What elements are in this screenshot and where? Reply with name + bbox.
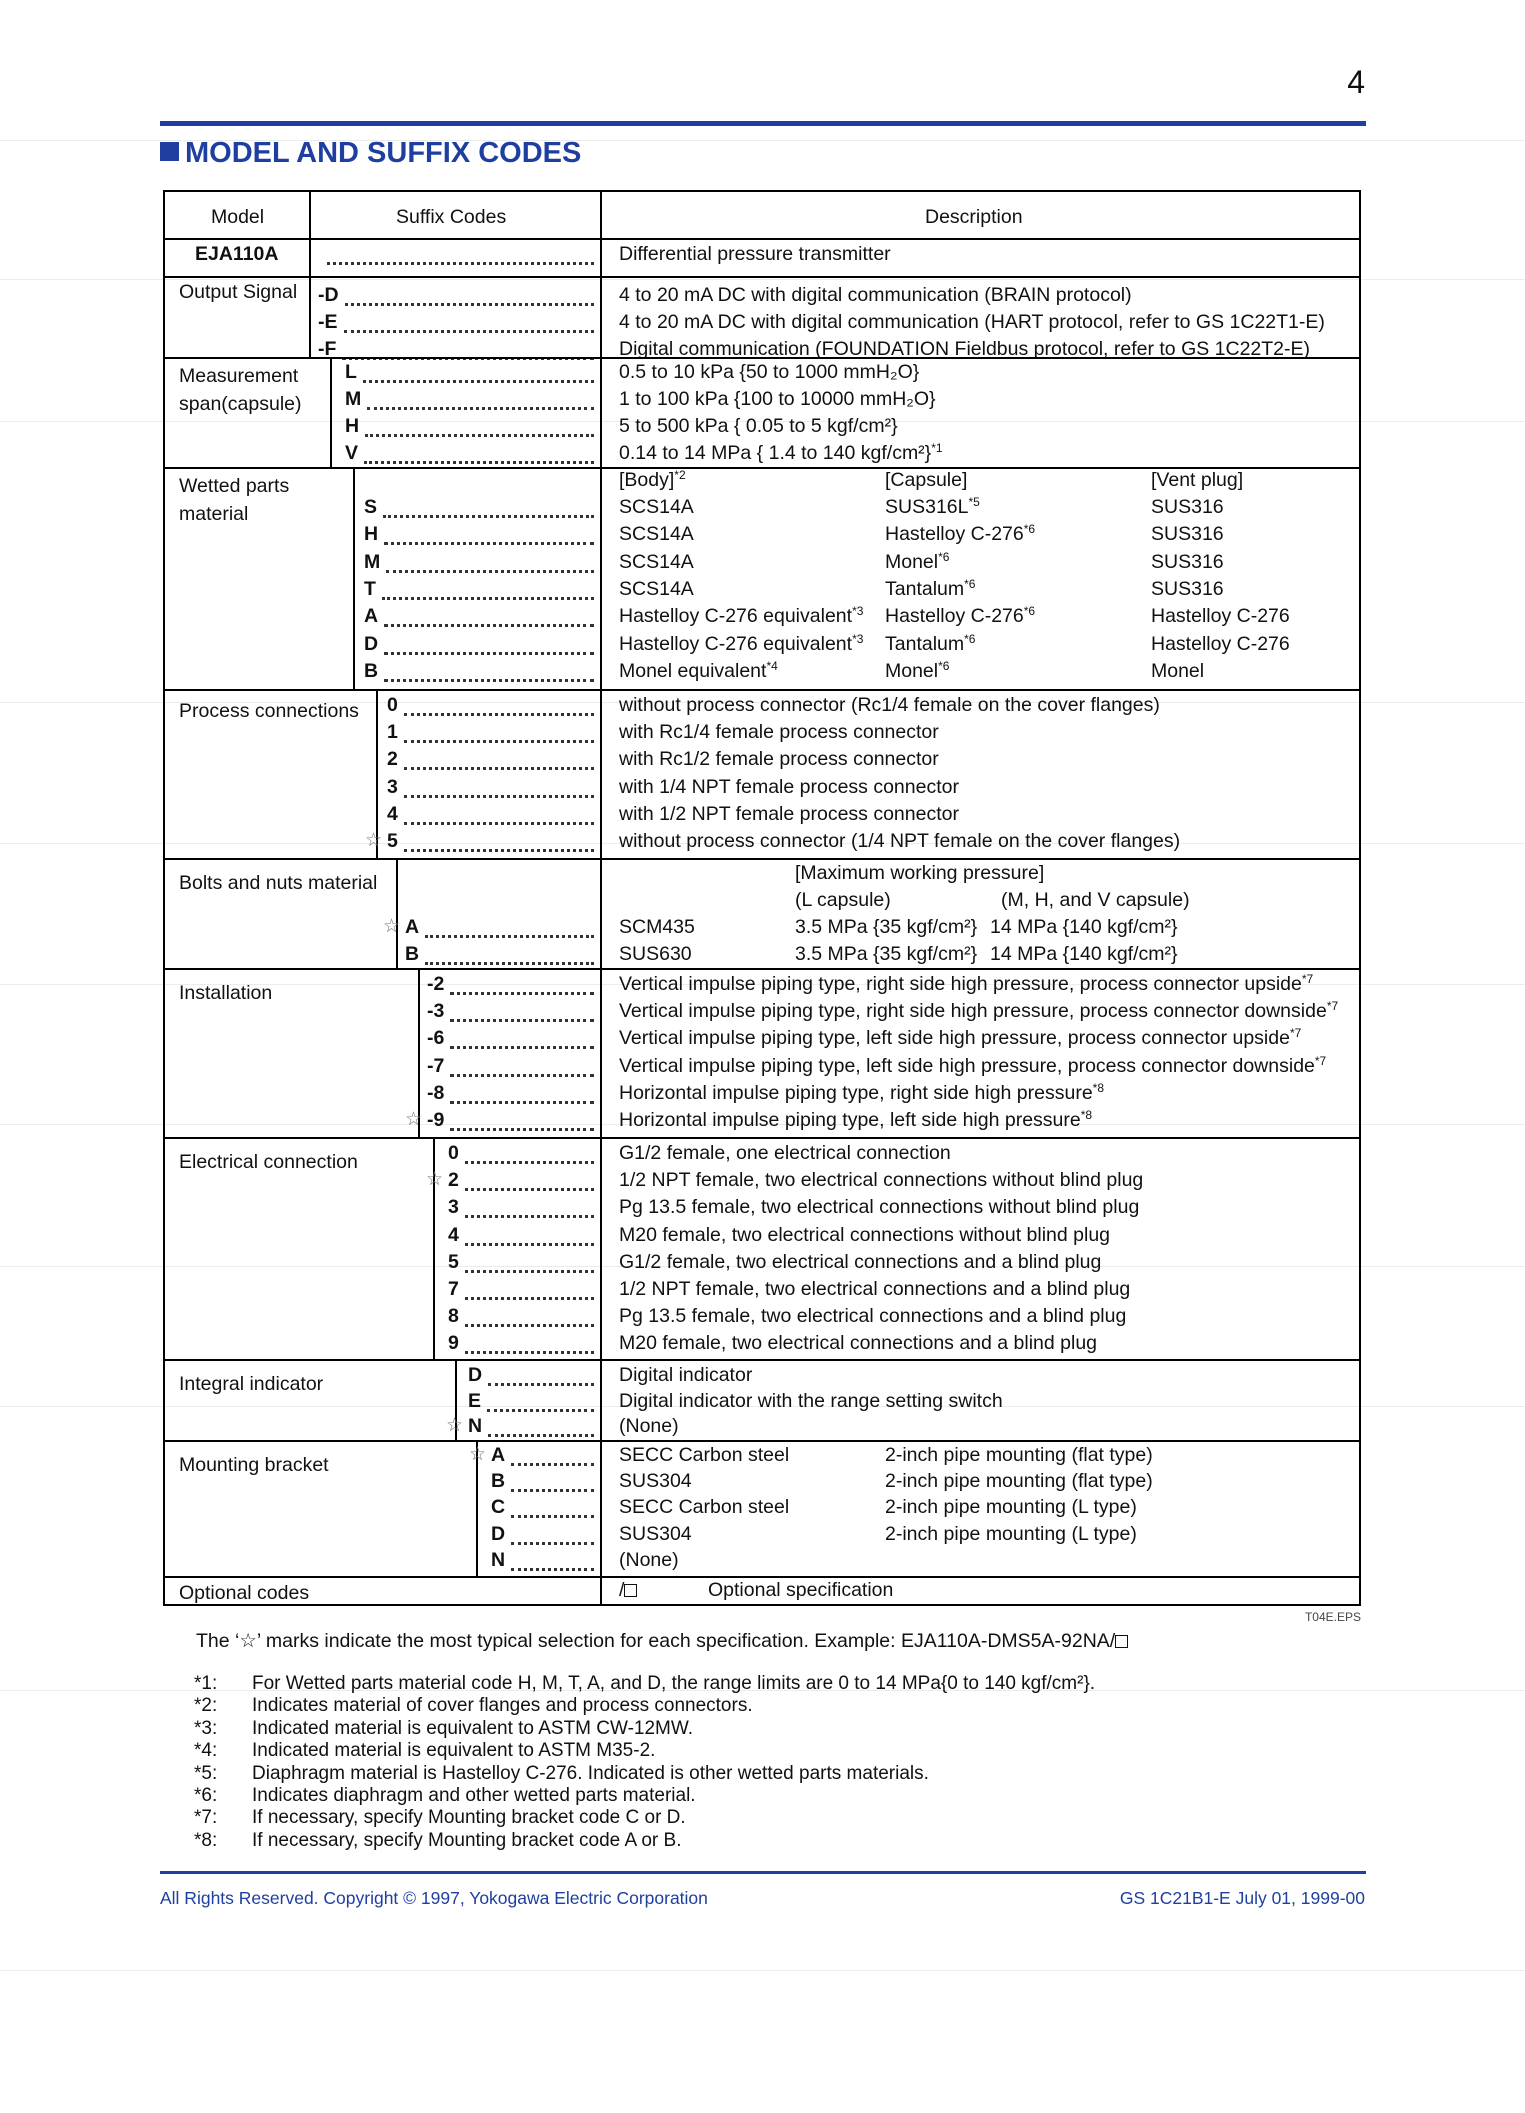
wetted-body-text: SCS14A bbox=[619, 523, 694, 546]
header-model: Model bbox=[211, 206, 265, 228]
wetted-code: T bbox=[364, 577, 376, 600]
model-code: EJA110A bbox=[195, 243, 279, 265]
bolts-code: A bbox=[405, 916, 420, 938]
electrical-code: 7 bbox=[448, 1278, 459, 1300]
optional-desc: Optional specification bbox=[708, 1579, 894, 1601]
dot-leader bbox=[450, 1027, 594, 1049]
installation-desc bbox=[619, 1027, 1301, 1049]
bracket-type: 2-inch pipe mounting (flat type) bbox=[885, 1470, 1153, 1493]
footnote-text: If necessary, specify Mounting bracket code C or D. bbox=[252, 1807, 686, 1829]
electrical-label: Electrical connection bbox=[179, 1151, 358, 1173]
dot-leader bbox=[465, 1332, 594, 1354]
wetted-body-text: SCS14A bbox=[619, 496, 694, 518]
process-code: 2 bbox=[387, 748, 398, 771]
dot-leader bbox=[364, 442, 594, 464]
wetted-label: Wetted parts bbox=[179, 475, 290, 497]
wetted-code: H bbox=[364, 523, 379, 546]
indicator-code: N bbox=[468, 1415, 483, 1437]
installation-code: -6 bbox=[427, 1027, 445, 1050]
dot-leader bbox=[386, 551, 594, 573]
column-divider bbox=[309, 276, 311, 357]
wetted-capsule-text: Hastelloy C-276 bbox=[885, 523, 1024, 546]
electrical-code: 0 bbox=[448, 1142, 459, 1164]
electrical-code: 2 bbox=[448, 1169, 459, 1192]
electrical-code: 8 bbox=[448, 1305, 459, 1328]
footnote-key: *1: bbox=[194, 1673, 218, 1694]
output-desc: Digital communication (FOUNDATION Fieldbus protocol, refer to GS 1C22T2-E) bbox=[619, 338, 1311, 360]
column-divider bbox=[396, 858, 398, 968]
footnote-key: *2: bbox=[194, 1695, 218, 1717]
model-suffix-table bbox=[163, 190, 1361, 1606]
installation-desc bbox=[619, 973, 1313, 995]
installation-code: -9 bbox=[427, 1109, 445, 1131]
dot-leader bbox=[465, 1196, 594, 1218]
wetted-code: D bbox=[364, 632, 379, 655]
span-code: V bbox=[345, 442, 359, 464]
dot-leader bbox=[511, 1496, 594, 1518]
wetted-code: M bbox=[364, 550, 381, 573]
footnote-key: *8: bbox=[194, 1829, 218, 1851]
copyright: All Rights Reserved. Copyright © 1997, Yokogawa Electric Corporation bbox=[160, 1888, 708, 1908]
column-divider bbox=[353, 467, 355, 689]
footnote-ref: *4 bbox=[766, 658, 778, 673]
wetted-capsule bbox=[885, 633, 975, 655]
dot-leader bbox=[450, 1109, 594, 1131]
dot-leader bbox=[465, 1224, 594, 1246]
indicator-desc: Digital indicator bbox=[619, 1364, 753, 1386]
dot-leader bbox=[511, 1523, 594, 1545]
row-divider bbox=[165, 1359, 1359, 1361]
wetted-vent: SUS316 bbox=[1151, 523, 1224, 546]
dot-leader bbox=[384, 523, 594, 545]
wetted-capsule-text: Tantalum bbox=[885, 577, 965, 600]
page-number: 4 bbox=[1347, 64, 1365, 100]
footnote-ref: *8 bbox=[1092, 1080, 1105, 1095]
optional-label: Optional codes bbox=[179, 1582, 310, 1604]
installation-desc bbox=[619, 1000, 1338, 1022]
span-desc: 1 to 100 kPa {100 to 10000 mmH₂O} bbox=[619, 388, 936, 410]
bolts-material: SUS630 bbox=[619, 943, 692, 965]
section-title-text: MODEL AND SUFFIX CODES bbox=[185, 137, 582, 169]
dot-leader bbox=[465, 1142, 594, 1164]
process-desc: with 1/4 NPT female process connector bbox=[619, 775, 959, 798]
bracket-material: SUS304 bbox=[619, 1522, 692, 1545]
bracket-type: 2-inch pipe mounting (flat type) bbox=[885, 1444, 1153, 1466]
dot-leader bbox=[511, 1444, 594, 1466]
optional-code bbox=[619, 1579, 637, 1601]
electrical-desc: M20 female, two electrical connections without blind plug bbox=[619, 1223, 1111, 1246]
span-desc bbox=[619, 442, 943, 464]
installation-desc bbox=[619, 1055, 1326, 1077]
installation-desc bbox=[619, 1109, 1092, 1131]
installation-desc bbox=[619, 1082, 1104, 1104]
wetted-body bbox=[619, 551, 694, 573]
footnote-ref: *8 bbox=[1080, 1108, 1093, 1122]
row-divider bbox=[165, 276, 1359, 278]
bracket-material: SUS304 bbox=[619, 1470, 692, 1493]
dot-leader bbox=[425, 916, 594, 938]
dot-leader bbox=[465, 1278, 594, 1300]
document-id: GS 1C21B1-E July 01, 1999-00 bbox=[1119, 1888, 1365, 1908]
installation-label: Installation bbox=[179, 982, 273, 1004]
bracket-code: B bbox=[491, 1470, 506, 1493]
process-code: 4 bbox=[387, 802, 398, 825]
bottom-rule bbox=[160, 1871, 1366, 1874]
dot-leader bbox=[384, 605, 594, 627]
wetted-body bbox=[619, 523, 694, 545]
model-desc: Differential pressure transmitter bbox=[619, 243, 891, 265]
column-divider bbox=[600, 192, 602, 1606]
output-desc: 4 to 20 mA DC with digital communication (HART protocol, refer to GS 1C22T1-E) bbox=[619, 311, 1325, 333]
span-desc-text: 0.14 to 14 MPa { 1.4 to 140 kgf/cm²} bbox=[619, 442, 932, 464]
process-code: 0 bbox=[387, 694, 398, 716]
electrical-desc: G1/2 female, two electrical connections and a blind plug bbox=[619, 1250, 1102, 1273]
wetted-capsule bbox=[885, 660, 949, 682]
wetted-vent: Hastelloy C-276 bbox=[1151, 605, 1290, 628]
dot-leader bbox=[404, 721, 594, 743]
output-desc: 4 to 20 mA DC with digital communication (BRAIN protocol) bbox=[619, 284, 1132, 306]
dot-leader bbox=[345, 284, 594, 306]
footnote-text: If necessary, specify Mounting bracket code A or B. bbox=[252, 1829, 682, 1851]
bolts-head: (M, H, and V capsule) bbox=[1001, 889, 1190, 911]
wetted-vent: SUS316 bbox=[1151, 550, 1224, 573]
dot-leader bbox=[404, 748, 594, 770]
typical-note-text: The ‘☆’ marks indicate the most typical selection for each specification. Example: EJA110A-DMS5A-92NA/ bbox=[196, 1630, 1116, 1652]
bracket-code: D bbox=[491, 1522, 506, 1545]
wetted-vent: Hastelloy C-276 bbox=[1151, 632, 1290, 655]
wetted-capsule bbox=[885, 578, 975, 600]
dot-leader bbox=[365, 415, 594, 437]
electrical-code: 9 bbox=[448, 1332, 459, 1355]
row-divider bbox=[165, 357, 1359, 359]
indicator-desc: (None) bbox=[619, 1415, 679, 1437]
span-code: M bbox=[345, 388, 362, 410]
footnote-text: For Wetted parts material code H, M, T, A, and D, the range limits are 0 to 14 MPa{0 to 140 kgf/cm²}. bbox=[252, 1673, 1096, 1694]
installation-code: -2 bbox=[427, 973, 445, 995]
typical-star-icon: ☆ bbox=[365, 830, 383, 851]
bracket-code: A bbox=[491, 1444, 506, 1466]
footnote-key: *5: bbox=[194, 1762, 218, 1784]
bolts-l: 3.5 MPa {35 kgf/cm²} bbox=[795, 916, 978, 938]
wetted-capsule bbox=[885, 496, 980, 518]
wetted-capsule bbox=[885, 523, 1035, 545]
footnote-ref: *6 bbox=[1023, 604, 1036, 619]
wetted-capsule bbox=[885, 551, 949, 573]
wetted-head-body bbox=[619, 469, 686, 491]
wetted-body-text: Monel equivalent bbox=[619, 659, 767, 682]
bracket-material: SECC Carbon steel bbox=[619, 1496, 790, 1519]
bracket-label: Mounting bracket bbox=[179, 1454, 329, 1476]
footnote-ref: *6 bbox=[938, 658, 950, 673]
bracket-material: SECC Carbon steel bbox=[619, 1444, 790, 1466]
wetted-capsule-text: Monel bbox=[885, 659, 939, 682]
bracket-code: C bbox=[491, 1496, 506, 1519]
dot-leader bbox=[382, 578, 594, 600]
installation-desc-text: Vertical impulse piping type, right side high pressure, process connector upside bbox=[619, 973, 1302, 995]
wetted-capsule bbox=[885, 605, 1035, 627]
footnote-ref: *2 bbox=[674, 468, 686, 482]
dot-leader bbox=[488, 1364, 594, 1386]
span-desc: 5 to 500 kPa { 0.05 to 5 kgf/cm²} bbox=[619, 415, 898, 437]
wetted-vent: SUS316 bbox=[1151, 496, 1224, 518]
process-label: Process connections bbox=[179, 700, 359, 722]
electrical-code: 3 bbox=[448, 1196, 459, 1219]
wetted-body bbox=[619, 578, 694, 600]
installation-code: -8 bbox=[427, 1081, 445, 1104]
top-rule bbox=[160, 121, 1366, 126]
dot-leader bbox=[383, 496, 594, 518]
optional-box-icon bbox=[624, 1584, 637, 1597]
output-label: Output Signal bbox=[179, 281, 298, 303]
bolts-l: 3.5 MPa {35 kgf/cm²} bbox=[795, 943, 978, 965]
footnote-ref: *3 bbox=[852, 604, 864, 619]
typical-star-icon: ☆ bbox=[446, 1415, 464, 1436]
electrical-desc: 1/2 NPT female, two electrical connections and a blind plug bbox=[619, 1278, 1131, 1300]
wetted-capsule-text: Monel bbox=[885, 550, 939, 573]
wetted-code: A bbox=[364, 605, 379, 628]
footnote-ref: *6 bbox=[964, 576, 976, 591]
installation-desc-text: Vertical impulse piping type, left side high pressure, process connector upside bbox=[619, 1027, 1290, 1050]
dot-leader bbox=[450, 1082, 594, 1104]
footnote-text: Indicated material is equivalent to ASTM CW-12MW. bbox=[252, 1717, 694, 1739]
span-code: L bbox=[345, 361, 357, 383]
footnote-ref: *7 bbox=[1326, 999, 1339, 1014]
dot-leader bbox=[465, 1169, 594, 1191]
installation-desc-text: Horizontal impulse piping type, left side high pressure bbox=[619, 1109, 1081, 1131]
column-divider bbox=[330, 357, 332, 467]
row-divider bbox=[165, 858, 1359, 860]
bolts-mhv: 14 MPa {140 kgf/cm²} bbox=[990, 916, 1178, 938]
installation-desc-text: Vertical impulse piping type, right side high pressure, process connector downside bbox=[619, 1000, 1327, 1023]
wetted-head-body-text: [Body] bbox=[619, 469, 675, 491]
section-title bbox=[160, 137, 581, 170]
electrical-desc: Pg 13.5 female, two electrical connections without blind plug bbox=[619, 1196, 1140, 1219]
dot-leader bbox=[404, 830, 594, 852]
footnote-key: *4: bbox=[194, 1740, 218, 1762]
span-desc: 0.5 to 10 kPa {50 to 1000 mmH₂O} bbox=[619, 361, 920, 383]
process-desc: with 1/2 NPT female process connector bbox=[619, 802, 959, 825]
process-code: 3 bbox=[387, 775, 398, 798]
typical-star-icon: ☆ bbox=[383, 916, 401, 937]
row-divider bbox=[165, 968, 1359, 970]
electrical-code: 5 bbox=[448, 1250, 459, 1273]
header-description: Description bbox=[925, 206, 1023, 228]
wetted-body-text: SCS14A bbox=[619, 577, 694, 600]
electrical-desc: M20 female, two electrical connections and a blind plug bbox=[619, 1332, 1098, 1355]
bracket-code: N bbox=[491, 1548, 506, 1571]
process-desc: with Rc1/2 female process connector bbox=[619, 748, 939, 771]
wetted-code: B bbox=[364, 659, 379, 682]
output-code: -F bbox=[318, 338, 337, 360]
footnote-text: Diaphragm material is Hastelloy C-276. Indicated is other wetted parts materials. bbox=[252, 1762, 929, 1784]
footnote-key: *7: bbox=[194, 1807, 218, 1829]
bolts-head: (L capsule) bbox=[795, 889, 891, 911]
typical-selection-note bbox=[196, 1629, 1128, 1653]
installation-desc-text: Vertical impulse piping type, left side high pressure, process connector downside bbox=[619, 1054, 1315, 1077]
electrical-desc: 1/2 NPT female, two electrical connections without blind plug bbox=[619, 1169, 1144, 1192]
dot-leader bbox=[450, 973, 594, 995]
row-divider bbox=[165, 1576, 1359, 1578]
dot-leader bbox=[327, 243, 594, 265]
wetted-vent: Monel bbox=[1151, 659, 1205, 682]
footnote-text: Indicates diaphragm and other wetted parts material. bbox=[252, 1784, 696, 1806]
figure-tag: T04E.EPS bbox=[1304, 1610, 1361, 1624]
indicator-code: E bbox=[468, 1389, 482, 1412]
wetted-label: material bbox=[179, 503, 249, 525]
bullet-square-icon bbox=[160, 142, 179, 161]
dot-leader bbox=[367, 388, 594, 410]
dot-leader bbox=[363, 361, 594, 383]
bolts-label: Bolts and nuts material bbox=[179, 872, 378, 894]
dot-leader bbox=[404, 776, 594, 798]
bolts-mhv: 14 MPa {140 kgf/cm²} bbox=[990, 943, 1178, 965]
footnote-ref: *7 bbox=[1314, 1053, 1327, 1068]
dot-leader bbox=[487, 1390, 594, 1412]
bolts-material: SCM435 bbox=[619, 916, 695, 938]
footnote-ref: *3 bbox=[852, 631, 864, 646]
footnote-text: Indicates material of cover flanges and process connectors. bbox=[252, 1695, 753, 1717]
wetted-vent: SUS316 bbox=[1151, 577, 1224, 600]
electrical-desc: Pg 13.5 female, two electrical connections and a blind plug bbox=[619, 1305, 1127, 1328]
process-desc: with Rc1/4 female process connector bbox=[619, 721, 939, 744]
bolts-code: B bbox=[405, 943, 420, 965]
bracket-type: 2-inch pipe mounting (L type) bbox=[885, 1522, 1137, 1545]
dot-leader bbox=[465, 1251, 594, 1273]
row-divider bbox=[165, 238, 1359, 240]
dot-leader bbox=[488, 1415, 594, 1437]
bracket-type: 2-inch pipe mounting (L type) bbox=[885, 1496, 1137, 1519]
row-divider bbox=[165, 689, 1359, 691]
footnote-ref: *1 bbox=[931, 441, 943, 455]
footnote-key: *3: bbox=[194, 1717, 218, 1739]
footnote-ref: *7 bbox=[1289, 1026, 1302, 1041]
wetted-capsule-text: Tantalum bbox=[885, 632, 965, 655]
wetted-body bbox=[619, 496, 694, 518]
dot-leader bbox=[404, 803, 594, 825]
typical-star-icon: ☆ bbox=[405, 1109, 423, 1130]
optional-box-icon bbox=[1115, 1635, 1128, 1648]
wetted-body-text: SCS14A bbox=[619, 550, 694, 573]
wetted-body bbox=[619, 633, 863, 655]
wetted-body-text: Hastelloy C-276 equivalent bbox=[619, 605, 853, 628]
wetted-head-vent: [Vent plug] bbox=[1151, 469, 1244, 491]
footnote-ref: *6 bbox=[964, 631, 976, 646]
bracket-material: (None) bbox=[619, 1548, 679, 1571]
process-desc: without process connector (1/4 NPT female on the cover flanges) bbox=[619, 830, 1181, 852]
dot-leader bbox=[511, 1470, 594, 1492]
indicator-code: D bbox=[468, 1364, 483, 1386]
wetted-head-capsule: [Capsule] bbox=[885, 469, 968, 491]
wetted-body bbox=[619, 605, 863, 627]
dot-leader bbox=[425, 943, 594, 965]
footnote-ref: *5 bbox=[968, 495, 980, 509]
typical-star-icon: ☆ bbox=[469, 1444, 487, 1465]
electrical-desc: G1/2 female, one electrical connection bbox=[619, 1142, 951, 1164]
span-label: Measurement bbox=[179, 365, 299, 387]
process-desc: without process connector (Rc1/4 female on the cover flanges) bbox=[619, 694, 1160, 716]
process-code: 1 bbox=[387, 721, 398, 744]
output-code: -E bbox=[318, 311, 338, 333]
span-code: H bbox=[345, 415, 360, 437]
footnote-key: *6: bbox=[194, 1784, 218, 1806]
dot-leader bbox=[450, 1000, 594, 1022]
dot-leader bbox=[384, 633, 594, 655]
span-label: span(capsule) bbox=[179, 393, 302, 415]
installation-desc-text: Horizontal impulse piping type, right side high pressure bbox=[619, 1081, 1093, 1104]
dot-leader bbox=[465, 1305, 594, 1327]
indicator-desc: Digital indicator with the range setting switch bbox=[619, 1389, 1003, 1412]
footnote-text: Indicated material is equivalent to ASTM M35-2. bbox=[252, 1740, 656, 1762]
column-divider bbox=[309, 192, 311, 276]
dot-leader bbox=[344, 311, 595, 333]
wetted-body-text: Hastelloy C-276 equivalent bbox=[619, 632, 853, 655]
optional-code-text: / bbox=[619, 1579, 625, 1601]
footnote-ref: *6 bbox=[1023, 522, 1036, 537]
electrical-code: 4 bbox=[448, 1223, 459, 1246]
typical-star-icon: ☆ bbox=[426, 1169, 444, 1191]
row-divider bbox=[165, 1440, 1359, 1442]
installation-code: -7 bbox=[427, 1054, 445, 1077]
output-code: -D bbox=[318, 284, 339, 306]
wetted-capsule-text: Hastelloy C-276 bbox=[885, 605, 1024, 628]
wetted-body bbox=[619, 660, 778, 682]
row-divider bbox=[165, 1137, 1359, 1139]
process-code: 5 bbox=[387, 830, 398, 852]
footnote-ref: *6 bbox=[938, 549, 950, 564]
dot-leader bbox=[511, 1549, 594, 1571]
dot-leader bbox=[404, 694, 594, 716]
installation-code: -3 bbox=[427, 1000, 445, 1023]
header-suffix: Suffix Codes bbox=[396, 206, 507, 228]
indicator-label: Integral indicator bbox=[179, 1373, 324, 1395]
bolts-head: [Maximum working pressure] bbox=[795, 862, 1045, 884]
dot-leader bbox=[384, 660, 594, 682]
wetted-capsule-text: SUS316L bbox=[885, 496, 969, 518]
dot-leader bbox=[450, 1055, 594, 1077]
wetted-code: S bbox=[364, 496, 378, 518]
footnote-ref: *7 bbox=[1301, 972, 1314, 986]
